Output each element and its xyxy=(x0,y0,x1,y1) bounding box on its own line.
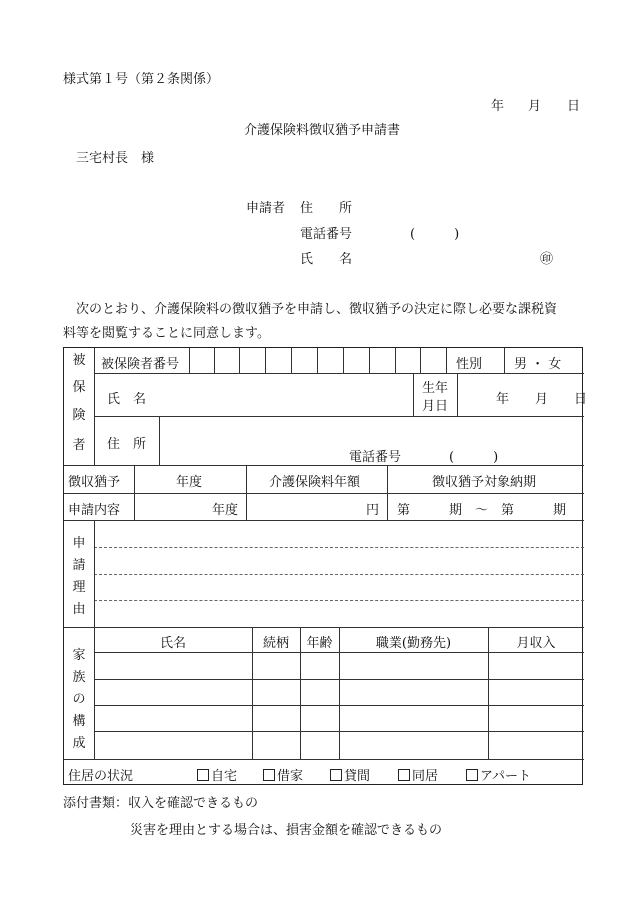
residence-label: 住居の状況 xyxy=(68,769,134,784)
fiscal-year-header: 年度 xyxy=(176,475,203,490)
date-year[interactable]: 年 xyxy=(491,99,505,114)
residence-option-own[interactable]: 自宅 xyxy=(197,765,237,784)
yen-unit: 円 xyxy=(366,503,380,518)
checkbox-icon[interactable] xyxy=(330,769,342,781)
gender-label: 性別 xyxy=(456,357,483,372)
table-phone-paren[interactable]: ( ) xyxy=(449,450,499,465)
applicant-label: 申請者 xyxy=(246,201,286,216)
reason-v-3: 理 xyxy=(72,580,86,595)
family-header-name: 氏名 xyxy=(159,636,186,651)
residence-option-apartment[interactable]: アパート xyxy=(466,765,531,784)
target-period-header: 徴収猶予対象納期 xyxy=(432,475,537,490)
gender-options[interactable]: 男 ・ 女 xyxy=(514,357,562,372)
date-month[interactable]: 月 xyxy=(528,99,542,114)
family-header-income: 月収入 xyxy=(516,636,556,651)
insured-v-4: 者 xyxy=(72,438,86,453)
residence-option-room[interactable]: 貸間 xyxy=(330,765,370,784)
family-header-relation: 続柄 xyxy=(262,636,289,651)
addressee: 三宅村長 様 xyxy=(76,151,155,166)
birth-date-value[interactable]: 年 月 日 xyxy=(496,392,588,407)
date-day[interactable]: 日 xyxy=(567,99,581,114)
reason-v-1: 申 xyxy=(72,536,86,551)
residence-option-live-with[interactable]: 同居 xyxy=(398,765,438,784)
applicant-phone-paren[interactable]: ( ) xyxy=(410,227,460,242)
deferral-label-1: 徴収猶予 xyxy=(68,475,121,490)
statement-line1: 次のとおり、介護保険料の徴収猶予を申請し、徴収猶予の決定に際し必要な課税資 xyxy=(76,302,558,317)
family-v-1: 家 xyxy=(72,648,86,663)
checkbox-icon[interactable] xyxy=(263,769,275,781)
applicant-phone-label: 電話番号 xyxy=(300,227,353,242)
premium-amount-header: 介護保険料年額 xyxy=(269,475,361,490)
applicant-address-label: 住 所 xyxy=(300,201,353,216)
address-label: 住 所 xyxy=(107,437,147,452)
family-v-3: の xyxy=(72,692,86,707)
family-header-occupation: 職業(勤務先) xyxy=(375,636,452,651)
form-number: 様式第１号（第２条関係） xyxy=(63,72,220,87)
insured-number-label: 被保険者番号 xyxy=(101,357,180,372)
birth-label-1: 生年 xyxy=(422,381,449,396)
attachments-line1: 添付書類：収入を確認できるもの xyxy=(63,796,259,811)
period-value[interactable]: 第 期 ～ 第 期 xyxy=(397,503,567,518)
family-v-4: 構 xyxy=(72,714,86,729)
family-header-age: 年齢 xyxy=(306,636,333,651)
insured-v-3: 険 xyxy=(72,408,86,423)
family-v-2: 族 xyxy=(72,670,86,685)
form-title: 介護保険料徴収猶予申請書 xyxy=(244,123,401,138)
application-table xyxy=(63,347,588,785)
insured-v-1: 被 xyxy=(72,353,86,368)
family-v-5: 成 xyxy=(72,736,86,751)
reason-v-2: 請 xyxy=(72,558,86,573)
seal-mark: ㊞ xyxy=(540,252,554,267)
checkbox-icon[interactable] xyxy=(398,769,410,781)
birth-label-2: 月日 xyxy=(422,399,449,414)
name-label: 氏 名 xyxy=(107,392,147,407)
reason-v-4: 由 xyxy=(72,602,86,617)
checkbox-icon[interactable] xyxy=(466,769,478,781)
statement-line2: 料等を閲覧することに同意します。 xyxy=(63,326,270,341)
applicant-name-label: 氏 名 xyxy=(300,252,353,267)
table-phone-label: 電話番号 xyxy=(349,450,402,465)
residence-option-rent[interactable]: 借家 xyxy=(263,765,303,784)
deferral-label-2: 申請内容 xyxy=(68,503,121,518)
attachments-line2: 災害を理由とする場合は、損害金額を確認できるもの xyxy=(130,823,443,838)
insured-v-2: 保 xyxy=(72,380,86,395)
checkbox-icon[interactable] xyxy=(197,769,209,781)
fiscal-year-value[interactable]: 年度 xyxy=(212,503,239,518)
